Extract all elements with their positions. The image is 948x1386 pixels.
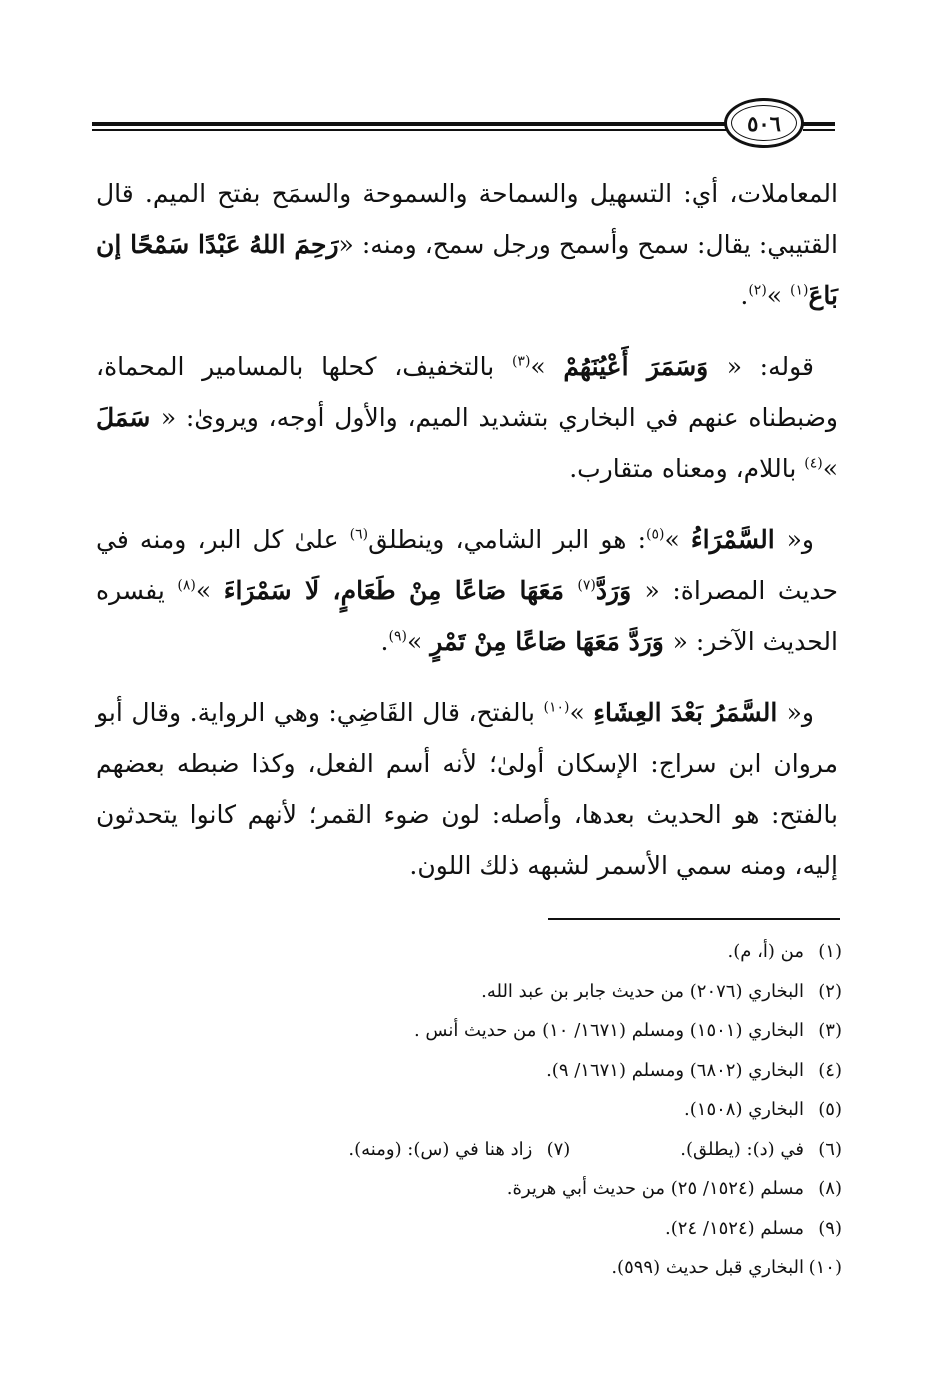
footnote-8 [96, 1169, 842, 1209]
footnote-1 [96, 932, 842, 972]
header-rule-thick [92, 122, 776, 126]
text-run: باللام، ومعناه متقارب. [569, 454, 805, 483]
text-run: » [530, 352, 564, 381]
page-header [0, 92, 948, 162]
text-run: . [740, 281, 749, 310]
footnote-number: (٩) [818, 1217, 842, 1239]
footnote-ref: (١) [790, 282, 809, 299]
hadith-quote: السَّمْرَاءُ [690, 525, 787, 554]
footnote-number: (٤) [818, 1059, 842, 1081]
footnote-5 [96, 1090, 842, 1130]
footnote-ref: (٦) [349, 526, 369, 543]
main-text [96, 168, 838, 911]
footnote-number: (٦) [818, 1138, 842, 1160]
text-run: بالفتح، قال القَاضِي: وهي الرواية. وقال أبو مروان ابن سراج: الإسكان أولىٰ؛ لأنه أسم الفعل، وكذا ضبطه بعضهم بالفتح: هو الحديث بعدها، وأصله: لون ضوء القمر؛ لأنهم كانوا يتحدثون إليه، ومنه سمي الأسمر لشبهه ذلك اللون. [96, 698, 838, 880]
hadith-quote: وَرَدَّ مَعَهَا صَاعًا مِنْ تَمْرٍ [430, 627, 673, 656]
paragraph-1 [96, 168, 838, 321]
footnote-separator [548, 918, 840, 920]
footnote-9 [96, 1209, 842, 1249]
footnote-ref: (٢) [748, 282, 767, 299]
footnote-ref: (٧) [577, 577, 596, 594]
footnote-text: من (أ، م). [727, 941, 804, 962]
header-rule-thin-right [803, 129, 835, 131]
footnote-ref: (٣) [511, 353, 531, 370]
footnote-3 [96, 1011, 842, 1051]
footnote-text: في (د): (يطلق). [680, 1138, 804, 1160]
footnote-text: البخاري (٦٨٠٢) ومسلم (١٦٧١/ ٩). [546, 1059, 804, 1081]
hadith-quote: وَرَدَّ [595, 576, 645, 605]
paragraph-4 [96, 687, 838, 891]
footnote-7 [348, 1130, 570, 1170]
header-rule-thick-right [803, 122, 835, 126]
footnote-10 [96, 1248, 842, 1288]
text-run: » [664, 525, 691, 554]
hadith-quote: مَعَهَا صَاعًا مِنْ طَعَامٍ، لَا سَمْرَاءَ [223, 576, 578, 605]
footnote-6 [680, 1130, 842, 1170]
footnote-ref: (٩) [388, 628, 407, 645]
footnotes [96, 932, 842, 1288]
text-run: » [406, 627, 431, 656]
footnote-4 [96, 1051, 842, 1091]
text-run: المعاملات، أي: التسهيل والسماحة والسموحة والسمَح بفتح الميم. قال القتيبي: يقال: سمح وأسمح ورجل سمح، ومنه: « [96, 179, 838, 259]
text-run: بالتخفيف، كحلها بالمسامير المحماة، وضبطناه عنهم في البخاري بتشديد الميم، والأول أوجه، ويروىٰ: « [96, 352, 838, 432]
hadith-quote: سَمَلَ [96, 403, 161, 432]
text-run: و« [786, 698, 814, 727]
text-run: » [822, 454, 838, 483]
footnote-number: (١) [818, 941, 842, 962]
footnote-ref: (٤) [804, 455, 823, 472]
footnote-text: مسلم (١٥٢٤/ ٢٤). [665, 1217, 804, 1239]
footnote-number: (١٠) [808, 1257, 842, 1278]
text-run: : هو البر الشامي، وينطلق [368, 525, 647, 554]
text-run: يفسره الحديث الآخر: « [96, 576, 838, 656]
footnote-text: البخاري (٢٠٧٦) من حديث جابر بن عبد الله. [481, 980, 804, 1002]
text-run: » [569, 698, 594, 727]
footnote-number: (٢) [818, 980, 842, 1002]
page-number-frame [724, 98, 804, 148]
text-run: قوله: « [726, 352, 814, 381]
page-number: ٥٠٦ [747, 110, 781, 136]
footnote-ref: (٨) [177, 577, 196, 594]
paragraph-3 [96, 514, 838, 667]
hadith-quote: وَسَمَرَ أَعْيُنَهُمْ [563, 352, 727, 381]
hadith-quote: رَحِمَ اللهُ عَبْدًا سَمْحًا إن بَاعَ [96, 230, 838, 310]
text-run: . [380, 627, 389, 656]
footnote-text: البخاري (١٥٠٨). [684, 1099, 804, 1120]
footnote-text: مسلم (١٥٢٤/ ٢٥) من حديث أبي هريرة. [506, 1178, 804, 1199]
footnote-number: (٣) [818, 1020, 842, 1041]
text-run: » [195, 576, 224, 605]
footnote-2 [96, 972, 842, 1012]
header-rule-thin [92, 129, 776, 131]
footnote-number: (٧) [546, 1138, 571, 1160]
footnote-number: (٨) [818, 1178, 842, 1199]
footnote-text: البخاري (١٥٠١) ومسلم (١٦٧١/ ١٠) من حديث أنس . [413, 1020, 804, 1041]
footnote-text: زاد هنا في (س): (ومنه). [348, 1138, 533, 1160]
text-run: » [766, 281, 791, 310]
paragraph-2 [96, 341, 838, 494]
footnote-6-7 [96, 1130, 842, 1170]
footnote-number: (٥) [818, 1099, 842, 1120]
footnote-ref: (١٠) [543, 699, 570, 716]
footnote-ref: (٥) [646, 526, 665, 543]
text-run: علىٰ كل البر، ومنه في حديث المصراة: « [96, 525, 839, 605]
text-run: و« [786, 525, 814, 554]
footnote-text: البخاري قبل حديث (٥٩٩). [611, 1257, 804, 1278]
hadith-quote: السَّمَرُ بَعْدَ العِشَاءِ [593, 698, 787, 727]
